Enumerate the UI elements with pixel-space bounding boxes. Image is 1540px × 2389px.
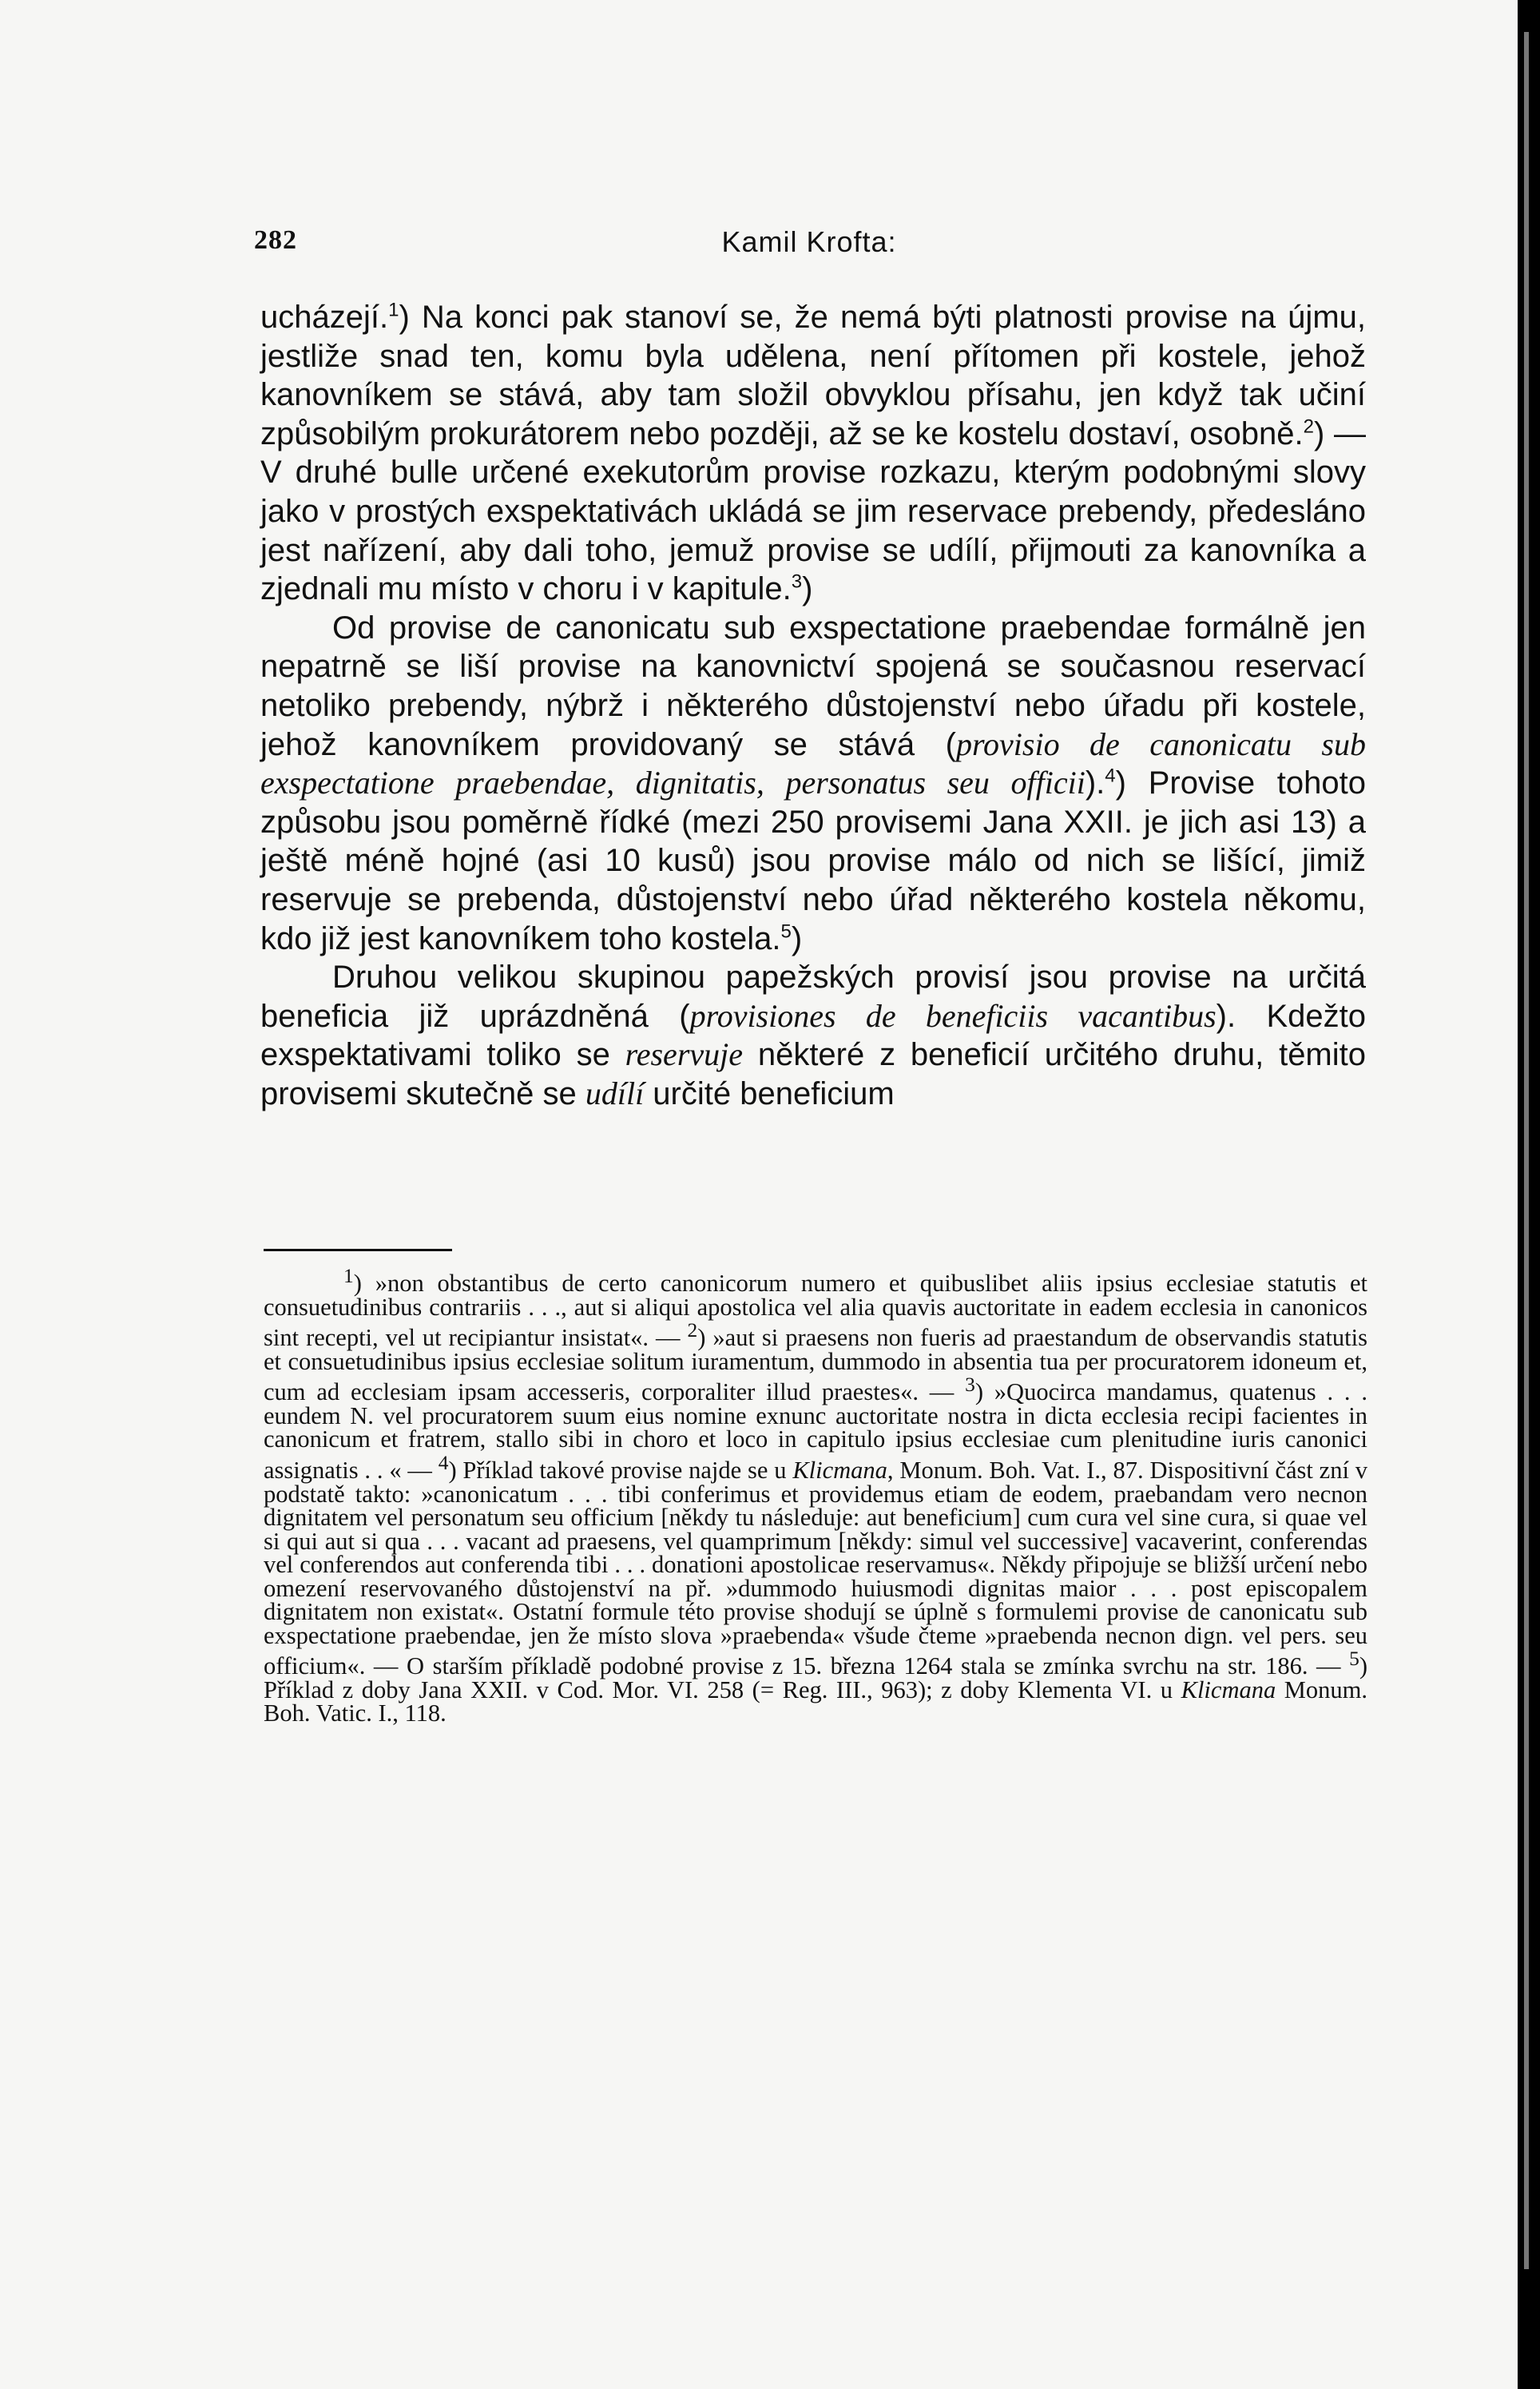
footnote-5-marker: 5 (1349, 1648, 1359, 1671)
footnote-separator (264, 1249, 452, 1251)
p2-text-b: ). (1085, 765, 1105, 801)
p2-text-a: Od provise de canonicatu sub exspectatione praebendae formálně jen nepatrně se liší provise na kanovnictví spojená se současnou reservací netoliko prebendy, nýbrž i některého důstojenství nebo úřadu při kostele, jehož kanovníkem providovaný se stává ( (260, 610, 1366, 762)
footnote-5-author: Klicmana (1181, 1675, 1276, 1703)
p3-text-d: určité beneficium (644, 1075, 895, 1111)
footnote-2-marker: 2 (687, 1319, 698, 1342)
footnote-4-b: , Monum. Boh. Vat. I., 87. Dispositivní část zní v podstatě takto: »canonicatum . . . tibi conferimus et providemus etiam de eodem, praebandam vero necnon dignitatem vel personatum seu officium [někdy tu následuje: aut beneficium] cum cura vel sine cura, si quae vel si qui aut si qua . . . vacant ad praesens, vel quamprimum [někdy: simul vel successive] vacaverint, conferendas vel conferendos aut conferenda tibi . . . donationi apostolicae reservamus«. Někdy připojuje se bližší určení nebo omezení reservovaného důstojenství na př. »dummodo huiusmodi dignitas maior . . . post episcopalem dignitatem non existat«. Ostatní formule této provise shodují se úplně s formulemi provise de canonicatu sub exspectatione praebendae, jen že místo slova »praebenda« všude čteme »praebenda necnon dign. vel pers. seu officium«. — O starším příkladě podobné provise z 15. března 1264 stala se zmínka svrchu na str. 186. — (264, 1457, 1368, 1680)
footnote-4-marker: 4 (438, 1451, 449, 1474)
footnote-3: ) »Quocirca mandamus, quatenus . . . eundem N. vel procuratorem suum eius nomine exnunc auctoritate nostra in dicta ecclesia recipi facientes in canonicum et fratrem, stallo sibi in choro et loco in capitulo ipsius ecclesiae cum plenitudine iuris canonici assignatis . . « — (264, 1378, 1367, 1485)
footnote-ref-1: 1 (388, 299, 399, 321)
p3-latin-phrase: provisiones de beneficiis vacantibus (689, 997, 1217, 1034)
page-number: 282 (254, 225, 297, 255)
p2-text-d: ) (791, 920, 803, 956)
footnote-block (264, 1265, 1367, 1726)
paragraph-2 (260, 609, 1366, 958)
footnote-5-b: Monum. Boh. Vatic. I., 118. (264, 1675, 1368, 1727)
running-title: Kamil Krofta: (721, 225, 897, 258)
p3-text-c: některé z beneficií určitého druhu, těmito provisemi skutečně se (260, 1037, 1367, 1111)
footnote-1: ) »non obstantibus de certo canonicorum numero et quibuslibet aliis ipsius ecclesiae statutis et consuetudinibus contrariis . . ., aut si aliqui apostolica vel alia quavis auctoritate in eadem ecclesia in canonicos sint recepti, vel ut recipiantur insistat«. — (264, 1270, 1367, 1352)
footnote-ref-4: 4 (1105, 765, 1116, 787)
p1-text-c: ) — V druhé bulle určené exekutorům provise rozkazu, kterým podobnými slovy jako v prostých exspektativách ukládá se jim reservace prebendy, předesláno jest nařízení, aby dali toho, jemuž provise se udílí, přijmouti za kanovníka a zjednali mu místo v choru i v kapitule. (260, 415, 1366, 607)
p3-emphasis-reservuje: reservuje (625, 1036, 743, 1073)
footnote-3-marker: 3 (965, 1373, 975, 1397)
p1-text-b: ) Na konci pak stanoví se, že nemá býti platnosti provise na újmu, jestliže snad ten, komu byla udělena, není přítomen při kostele, jehož kanovníkem se stává, aby tam složil obvyklou přísahu, jen když tak učiní způsobilým prokurátorem nebo později, až se ke kostelu dostaví, osobně. (260, 300, 1366, 451)
footnote-ref-5: 5 (780, 920, 792, 943)
footnote-ref-3: 3 (791, 570, 803, 593)
p2-latin-phrase: provisio de canonicatu sub exspectatione praebendae, dignitatis, personatus seu officii (260, 725, 1366, 801)
paragraph-3 (260, 958, 1366, 1113)
footnote-5-a: ) Příklad z doby Jana XXII. v Cod. Mor. VI. 258 (= Reg. III., 963); z doby Klementa VI. u (264, 1652, 1367, 1703)
footnote-ref-2: 2 (1303, 415, 1315, 438)
paragraph-1 (260, 298, 1366, 609)
footnotes (264, 1265, 1367, 1726)
p3-text-b: ). Kdežto exspektativami toliko se (260, 998, 1367, 1073)
p1-text-d: ) (802, 571, 813, 607)
p3-emphasis-udili: udílí (585, 1075, 645, 1111)
p2-text-c: ) Provise tohoto způsobu jsou poměrně řídké (mezi 250 provisemi Jana XXII. je jich asi 13) a ještě méně hojné (asi 10 kusů) jsou provise málo od nich se lišící, jimiž reservuje se prebenda, důstojenství nebo úřad některého kostela někomu, kdo již jest kanovníkem toho kostela. (260, 765, 1366, 956)
footnote-2: ) »aut si praesens non fueris ad praestandum de observandis statutis et consuetudinibus ipsius ecclesiae solitum iuramentum, dummodo in absentia tua per procuratorem idoneum et, cum ad ecclesiam ipsam accesseris, corporaliter illud praestes«. — (264, 1324, 1367, 1406)
p1-text-a: ucházejí. (260, 300, 389, 335)
p3-text-a: Druhou velikou skupinou papežských provisí jsou provise na určitá beneficia již uprázdněná ( (260, 960, 1366, 1034)
page-header (254, 225, 1364, 265)
scan-edge-line (1524, 32, 1529, 2269)
main-text (260, 298, 1366, 1113)
footnote-4-author: Klicmana (792, 1457, 887, 1485)
footnote-1-marker: 1 (343, 1265, 354, 1287)
footnote-4-a: ) Příklad takové provise najde se u (448, 1457, 793, 1485)
